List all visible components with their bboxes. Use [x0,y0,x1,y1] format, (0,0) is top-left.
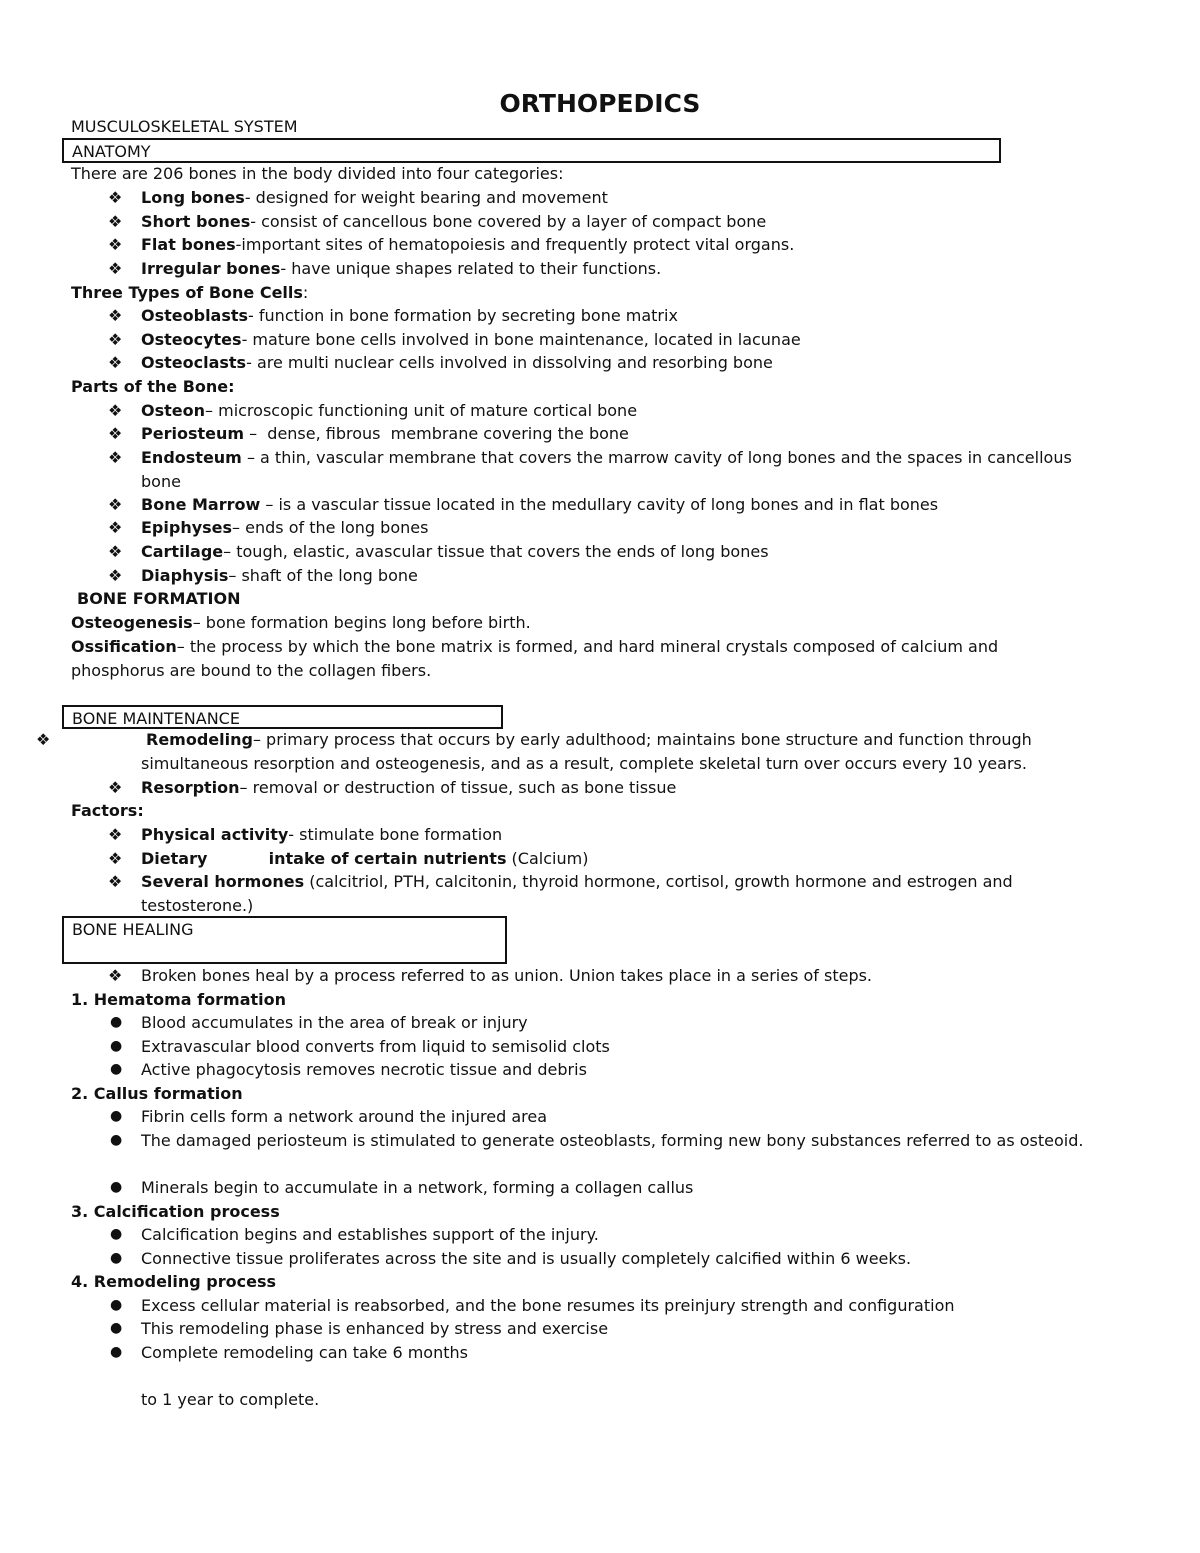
dot-bullet-icon: ● [110,1344,123,1360]
list-item: ❖ Osteoclasts- are multi nuclear cells involved in dissolving and resorbing bone [108,351,1181,375]
diamond-bullet-icon: ❖ [108,448,123,467]
list-item: ❖ Resorption– removal or destruction of tissue, such as bone tissue [108,776,1181,800]
dot-bullet-icon: ● [110,1179,123,1195]
list-item: ❖ Diaphysis– shaft of the long bone [108,564,1181,588]
diamond-bullet-icon: ❖ [108,542,123,561]
factors-heading: Factors: [71,801,144,820]
list-item: ❖ Dietary intake of certain nutrients (Calcium) [108,847,1181,871]
list-item: ❖ Short bones- consist of cancellous bone covered by a layer of compact bone [108,210,1181,234]
diamond-bullet-icon: ❖ [108,401,123,420]
list-item: ● Active phagocytosis removes necrotic tissue and debris [108,1058,1181,1082]
trailing-text: to 1 year to complete. [141,1390,320,1409]
list-item: ● Extravascular blood converts from liquid to semisolid clots [108,1035,1181,1059]
list-item: ❖ Irregular bones- have unique shapes related to their functions. [108,257,1181,281]
list-item: ❖ Flat bones-important sites of hematopoiesis and frequently protect vital organs. [108,233,1181,257]
dot-bullet-icon: ● [110,1061,123,1077]
dot-bullet-icon: ● [110,1226,123,1242]
list-item: ● Complete remodeling can take 6 months [108,1341,1181,1365]
list-item: ❖ Broken bones heal by a process referred to as union. Union takes place in a series of steps. [108,964,1181,988]
list-item: ● The damaged periosteum is stimulated to generate osteoblasts, forming new bony substances referred to as osteoid. [108,1129,1101,1153]
list-item: ● Excess cellular material is reabsorbed, and the bone resumes its preinjury strength and configuration [108,1294,1181,1318]
anatomy-box-label: ANATOMY [72,142,151,161]
list-item: ● Minerals begin to accumulate in a network, forming a collagen callus [108,1176,1181,1200]
diamond-bullet-icon: ❖ [108,518,123,537]
remodeling-item: Remodeling– primary process that occurs by early adulthood; maintains bone structure and function through simultaneous resorption and osteogenesis, and as a result, complete skeletal turn over occurs every 10 years. [141,730,1032,773]
cells-heading: Three Types of Bone Cells: [71,283,309,302]
dot-bullet-icon: ● [110,1108,123,1124]
list-item: ❖ Osteocytes- mature bone cells involved in bone maintenance, located in lacunae [108,328,1181,352]
page-title: ORTHOPEDICS [499,89,701,118]
maintenance-box-label: BONE MAINTENANCE [72,709,240,728]
list-item: ❖ Bone Marrow – is a vascular tissue located in the medullary cavity of long bones and in flat bones [108,493,1181,517]
dot-bullet-icon: ● [110,1297,123,1313]
step-heading: 3. Calcification process [71,1202,280,1221]
diamond-bullet-icon: ❖ [36,730,51,749]
healing-box-label: BONE HEALING [72,920,194,939]
list-item: ❖ Osteoblasts- function in bone formation by secreting bone matrix [108,304,1181,328]
list-item: ● Calcification begins and establishes support of the injury. [108,1223,1181,1247]
diamond-bullet-icon: ❖ [108,188,123,207]
step-heading: 1. Hematoma formation [71,990,286,1009]
list-item: ❖ Physical activity- stimulate bone formation [108,823,1181,847]
diamond-bullet-icon: ❖ [108,353,123,372]
diamond-bullet-icon: ❖ [108,212,123,231]
diamond-bullet-icon: ❖ [108,330,123,349]
dot-bullet-icon: ● [110,1132,123,1148]
formation-heading: BONE FORMATION [77,589,241,608]
ossification-paragraph: Ossification– the process by which the bone matrix is formed, and hard mineral crystals composed of calcium and phosphorus are bound to the collagen fibers. [71,637,999,680]
list-item: ● Blood accumulates in the area of break or injury [108,1011,1181,1035]
list-item: ❖ Several hormones (calcitriol, PTH, calcitonin, thyroid hormone, cortisol, growth hormone and estrogen and testosterone.) [108,872,1013,915]
anatomy-intro: There are 206 bones in the body divided into four categories: [71,164,564,183]
list-item: ● Fibrin cells form a network around the injured area [108,1105,1181,1129]
list-item: ● This remodeling phase is enhanced by stress and exercise [108,1317,1181,1341]
parts-heading: Parts of the Bone: [71,377,235,396]
healing-section-box [62,916,507,964]
list-item: ❖ Osteon– microscopic functioning unit of mature cortical bone [108,399,1181,423]
diamond-bullet-icon: ❖ [108,966,123,985]
dot-bullet-icon: ● [110,1250,123,1266]
list-item: ❖ Endosteum – a thin, vascular membrane that covers the marrow cavity of long bones and the spaces in cancellous bone [108,448,1072,491]
diamond-bullet-icon: ❖ [108,495,123,514]
dot-bullet-icon: ● [110,1014,123,1030]
diamond-bullet-icon: ❖ [108,566,123,585]
dot-bullet-icon: ● [110,1320,123,1336]
dot-bullet-icon: ● [110,1038,123,1054]
anatomy-section-box [62,138,1001,163]
diamond-bullet-icon: ❖ [108,849,123,868]
step-heading: 2. Callus formation [71,1084,243,1103]
diamond-bullet-icon: ❖ [108,259,123,278]
diamond-bullet-icon: ❖ [108,424,123,443]
diamond-bullet-icon: ❖ [108,778,123,797]
maintenance-section-box [62,705,503,729]
diamond-bullet-icon: ❖ [108,235,123,254]
subtitle: MUSCULOSKELETAL SYSTEM [71,117,298,136]
step-heading: 4. Remodeling process [71,1272,277,1291]
list-item: ❖ Periosteum – dense, fibrous membrane covering the bone [108,422,1181,446]
osteogenesis-line: Osteogenesis– bone formation begins long before birth. [71,613,531,632]
diamond-bullet-icon: ❖ [108,872,123,891]
diamond-bullet-icon: ❖ [108,825,123,844]
list-item: ● Connective tissue proliferates across the site and is usually completely calcified within 6 weeks. [108,1247,1181,1271]
list-item: ❖ Long bones- designed for weight bearing and movement [108,186,1181,210]
list-item: ❖ Epiphyses– ends of the long bones [108,516,1181,540]
diamond-bullet-icon: ❖ [108,306,123,325]
list-item: ❖ Cartilage– tough, elastic, avascular tissue that covers the ends of long bones [108,540,1181,564]
